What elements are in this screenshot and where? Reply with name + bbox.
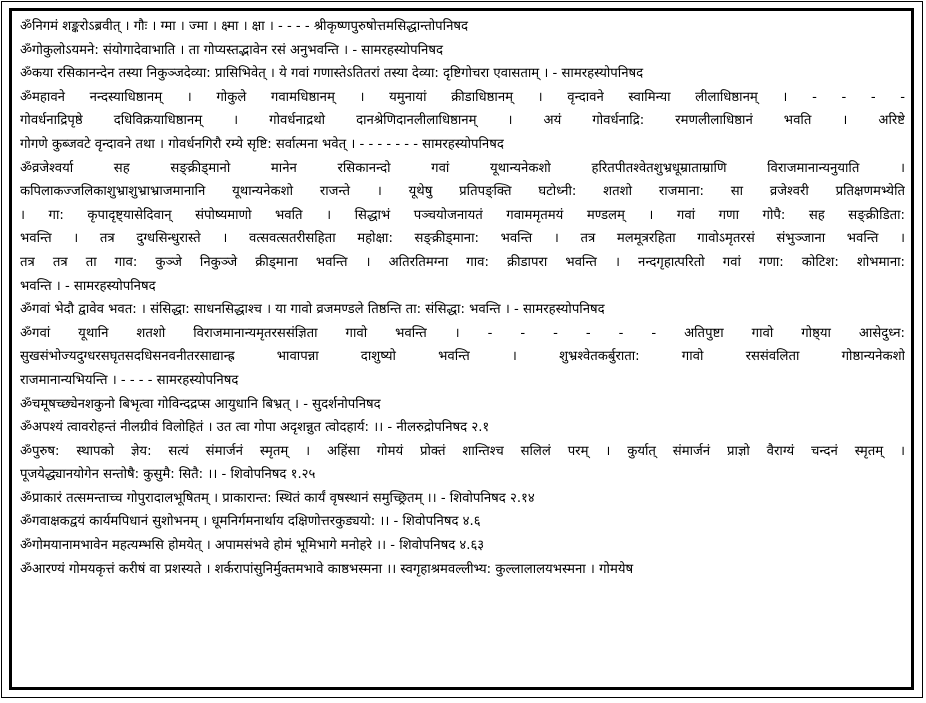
text-line: ॐगवां यूथानि शतशो विराजमानान्यमृतरससंज्ञिता गावो भवन्ति । - - - - - - अतिपुष्टा गावो गोष्ठ्या आसेदुध्न: <box>20 325 905 341</box>
text-line: पूजयेद्ध्यानयोगेन सन्तोषै: कुसुमै: सितै: ।। - शिवोपनिषद १.२५ <box>20 467 316 483</box>
text-line: ॐअपश्यं त्वावरोहन्तं नीलग्रीवं विलोहितं । उत त्वा गोपा अदृशन्नुत त्वोदहार्य: ।। - नीलरुद्रोपनिषद २.१ <box>20 420 490 436</box>
text-line: । गा: कृपादृष्ट्यासेदिवान् संपोष्यमाणो भवति । सिद्धाभं पञ्चयोजनायतं गवाममृतमयं मण्डलम् । गवां गणा गोपै: सह सङ्क्रीडिता: <box>20 207 905 223</box>
text-line: भवन्ति । तत्र दुग्धसिन्धुरास्ते । वत्सवत्सतरीसहिता महोक्षा: सङ्क्रीड्माना: भवन्ति । तत्र मलमूत्ररहिता गावोऽमृतरसं संभुञ्जाना भवन्ति । <box>20 231 905 247</box>
text-line: ॐप्राकारं तत्समन्ताच्च गोपुरादालभूषितम् । प्राकारान्त: स्थितं कार्यं वृषस्थानं समुच्छ्रितम् ।। - शिवोपनिषद २.१४ <box>20 490 535 506</box>
text-line: गोवर्धनाद्रिपृष्ठे दधिविक्रयाधिष्ठानम् । गोवर्धनाद्रथो दानश्रेणिदानलीलाधिष्ठानम् । अयं गोवर्धनाद्रि: रमणलीलाधिष्ठानं भवति । अरिष्टे <box>20 113 905 129</box>
text-line: ॐगवाक्षकद्वयं कार्यमपिधानं सुशोभनम् । धूमनिर्गमनार्थाय दक्षिणोत्तरकुड्ययो: ।। - शिवोपनिषद ४.६ <box>20 514 481 530</box>
text-line: ॐगवां भेदौ द्वावेव भवत: । संसिद्धा: साधनसिद्धाश्च । या गावो व्रजमण्डले तिष्ठन्ति ता: संसिद्धा: भवन्ति । - सामरहस्योपनिषद <box>20 302 605 318</box>
document-text <box>20 15 905 581</box>
outer-frame <box>1 1 923 698</box>
text-line: ॐगोमयानामभावेन महत्यम्भसि होमयेत् । अपामसंभवे होमं भूमिभागे मनोहरे ।। - शिवोपनिषद ४.६३ <box>20 538 485 554</box>
text-line: तत्र तत्र ता गाव: कुञ्जे निकुञ्जे क्रीड्माना भवन्ति । अतिरतिमग्ना गाव: क्रीडापरा भवन्ति । नन्दगृहात्परितो गवां गणा: कोटिश: शोभमाना: <box>20 254 905 270</box>
text-line: गोगणे कुब्जवटे वृन्दावने तथा । गोवर्धनगिरौ रम्ये सृष्टि: सर्वात्मना भवेत् । - - - - - - - सामरहस्योपनिषद <box>20 136 504 152</box>
text-line: ॐनिगमं शङ्करोऽब्रवीत् । गौः । ग्मा । ज्मा । क्ष्मा । क्षा । - - - - श्रीकृष्णपुरुषोत्तमसिद्धान्तोपनिषद <box>20 19 469 34</box>
text-line: ॐपुरुष: स्थापको ज्ञेय: सत्यं संमार्जनं स्मृतम् । अहिंसा गोमयं प्रोक्तं शान्तिश्च सलिलं परम् । कुर्यात् संमार्जनं प्राज्ञो वैराग्यं चन्दनं स्मृतम् । <box>20 443 905 459</box>
text-line: भवन्ति । - सामरहस्योपनिषद <box>20 278 156 294</box>
text-line: ॐमहावने नन्दस्याधिष्ठानम् । गोकुले गवामधिष्ठानम् । यमुनायां क्रीडाधिष्ठानम् । वृन्दावने स्वामिन्या लीलाधिष्ठानम् । - - - - <box>20 89 905 105</box>
text-line: ॐचमूषच्छ्येनशकुनो बिभृत्वा गोविन्दद्रप्स आयुधानि बिभ्रत् । - सुदर्शनोपनिषद <box>20 396 381 412</box>
text-line: ॐव्रजेश्वर्या सह सङ्क्रीड्मानो मानेन रसिकानन्दो गवां यूथान्यनेकशो हरितपीतश्वेतशुभ्रधूम्राताम्राणि विराजमानान्यनुयाति । <box>20 160 905 176</box>
text-line: राजमानान्यभियन्ति । - - - - सामरहस्योपनिषद <box>20 372 239 388</box>
text-box <box>9 8 914 690</box>
text-line: ॐआरण्यं गोमयकृत्तं करीषं वा प्रशस्यते । शर्करापांसुनिर्मुक्तमभावे काष्ठभस्मना ।। स्वगृहाश्रमवल्लीभ्य: कुल्लालालयभस्मना । गोमयेष <box>20 561 634 577</box>
text-line: कपिलाकज्जलिकाशुभ्राशुभ्राभ्राजमानानि यूथान्यनेकशो राजन्ते । यूथेषु प्रतिपङ्क्ति घटोध्नी: शतशो राजमाना: सा व्रजेश्वरी प्रतिक्षणमभ्येति <box>20 184 905 200</box>
text-line: सुखसंभोज्यदुग्धरसघृतसदधिसनवनीतरसाद्यान्ह्र भावापन्ना दाशुष्यो भवन्ति । शुभ्रश्वेतकर्बुराता: गावो रससंवलिता गोष्ठान्यनेकशो <box>20 349 905 365</box>
text-line: ॐगोकुलोऽयमने: संयोगादेवाभाति । ता गोप्यस्तद्भावेन रसं अनुभवन्ति । - सामरहस्योपनिषद <box>20 42 443 58</box>
text-line: ॐकया रसिकानन्देन तस्या निकुञ्जदेव्या: प्रासिभिवेत् । ये गवां गणास्तेऽतितरां तस्या देव्या: दृष्टिगोचरा एवासताम् । - सामरहस्योपनिषद <box>20 66 644 82</box>
